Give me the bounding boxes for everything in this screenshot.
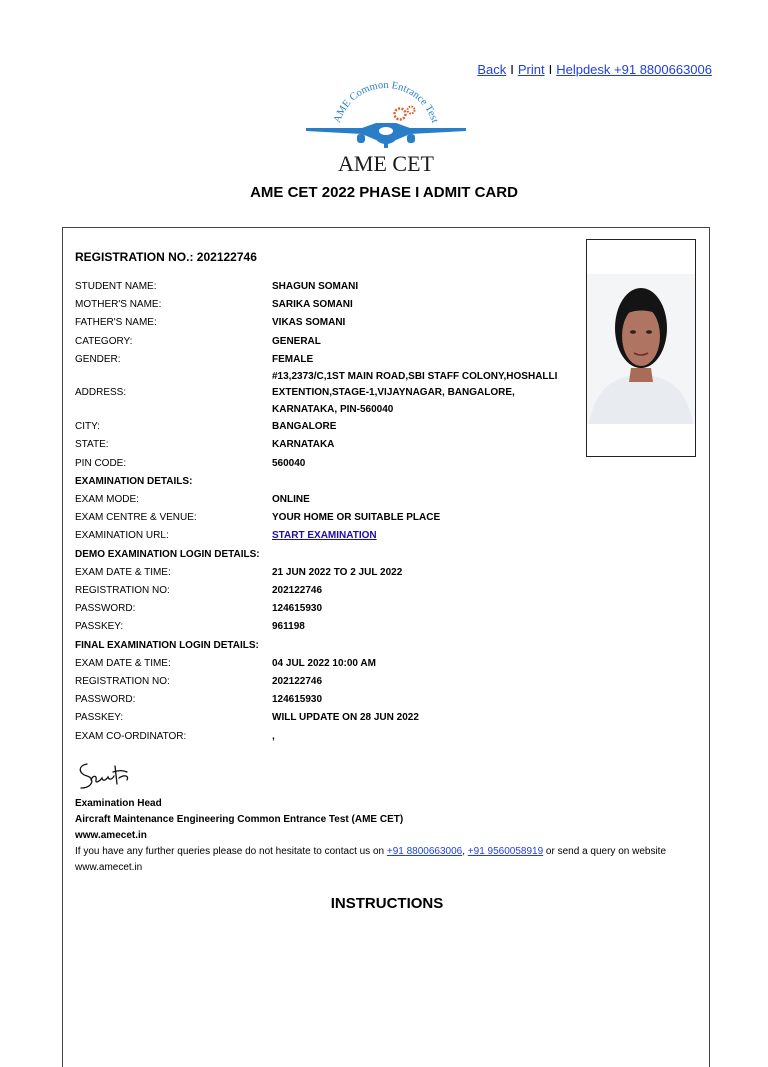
detail-row-state: STATE: KARNATAKA: [75, 439, 335, 451]
final-row-date-time: EXAM DATE & TIME: 04 JUL 2022 10:00 AM: [75, 657, 376, 669]
demo-row-password: PASSWORD: 124615930: [75, 603, 323, 615]
nav-separator: I: [510, 62, 514, 77]
examination-head: Examination Head: [75, 798, 162, 809]
start-examination-link[interactable]: START EXAMINATION: [272, 530, 377, 542]
demo-row-date-time: EXAM DATE & TIME: 21 JUN 2022 TO 2 JUL 2022: [75, 566, 403, 578]
gear-icon: [395, 109, 406, 120]
print-link[interactable]: Print: [517, 62, 545, 77]
phone-link-1[interactable]: +91 8800663006: [386, 846, 463, 857]
student-photo: [586, 239, 696, 457]
detail-row-father-name: FATHER'S NAME: VIKAS SOMANI: [75, 317, 346, 329]
admit-card: [62, 227, 710, 1067]
demo-row-passkey: PASSKEY: 961198: [75, 621, 305, 633]
organization-site: www.amecet.in: [75, 830, 147, 841]
logo-arc-text: AME Common Entrance Test: [332, 79, 440, 125]
demo-login-heading: DEMO EXAMINATION LOGIN DETAILS:: [75, 548, 260, 560]
final-login-heading: FINAL EXAMINATION LOGIN DETAILS:: [75, 639, 259, 651]
detail-row-pin-code: PIN CODE: 560040: [75, 457, 306, 469]
nav-separator: I: [548, 62, 553, 77]
detail-row-student-name: STUDENT NAME: SHAGUN SOMANI: [75, 281, 359, 292]
footer: [75, 796, 700, 876]
logo-name: AME CET: [338, 151, 434, 176]
examination-details-heading: EXAMINATION DETAILS:: [75, 475, 193, 487]
final-row-coordinator: EXAM CO-ORDINATOR: ,: [75, 730, 275, 742]
student-photo-image: [587, 240, 695, 456]
registration-value: 202122746: [196, 250, 257, 264]
detail-row-exam-venue: EXAM CENTRE & VENUE: YOUR HOME OR SUITABLE PLACE: [75, 512, 441, 524]
ame-cet-logo: [302, 78, 470, 176]
registration-label: REGISTRATION NO.:: [75, 250, 194, 264]
detail-row-exam-url: EXAMINATION URL: START EXAMINATION: [75, 530, 377, 542]
contact-site: www.amecet.in: [75, 862, 143, 873]
final-row-password: PASSWORD: 124615930: [75, 694, 323, 706]
detail-row-city: CITY: BANGALORE: [75, 421, 337, 433]
airplane-icon: [306, 123, 466, 148]
details-list: [75, 278, 575, 746]
helpdesk-link[interactable]: Helpdesk +91 8800663006: [556, 62, 712, 77]
detail-row-mother-name: MOTHER'S NAME: SARIKA SOMANI: [75, 299, 353, 311]
detail-row-address: ADDRESS: #13,2373/C,1ST MAIN ROAD,SBI STAFF COLONY,HOSHALLI EXTENTION,STAGE-1,VIJAYNAGAR, BANGALORE, KARNATAKA, PIN-560040: [75, 369, 575, 418]
final-row-passkey: PASSKEY: WILL UPDATE ON 28 JUN 2022: [75, 712, 419, 724]
registration-number: [75, 250, 257, 264]
address-value: #13,2373/C,1ST MAIN ROAD,SBI STAFF COLONY,HOSHALLI EXTENTION,STAGE-1,VIJAYNAGAR, BANGALORE, KARNATAKA, PIN-560040: [272, 371, 558, 415]
page-title: AME CET 2022 PHASE I ADMIT CARD: [250, 184, 518, 201]
back-link[interactable]: Back: [477, 62, 507, 77]
detail-row-category: CATEGORY: GENERAL: [75, 335, 321, 347]
contact-text: If you have any further queries please do not hesitate to contact us on +91 8800663006, +91 9560058919 or send a query on website www.amecet.in: [75, 846, 667, 873]
detail-row-exam-mode: EXAM MODE: ONLINE: [75, 494, 310, 506]
top-nav: [477, 62, 712, 77]
gear-icon: [408, 107, 415, 114]
signature-icon: [73, 758, 133, 792]
instructions-heading: INSTRUCTIONS: [330, 895, 444, 912]
organization-name: Aircraft Maintenance Engineering Common Entrance Test (AME CET): [75, 814, 404, 825]
demo-row-registration: REGISTRATION NO: 202122746: [75, 585, 323, 597]
phone-link-2[interactable]: +91 9560058919: [467, 846, 544, 857]
detail-row-gender: GENDER: FEMALE: [75, 353, 314, 365]
final-row-registration: REGISTRATION NO: 202122746: [75, 676, 323, 688]
